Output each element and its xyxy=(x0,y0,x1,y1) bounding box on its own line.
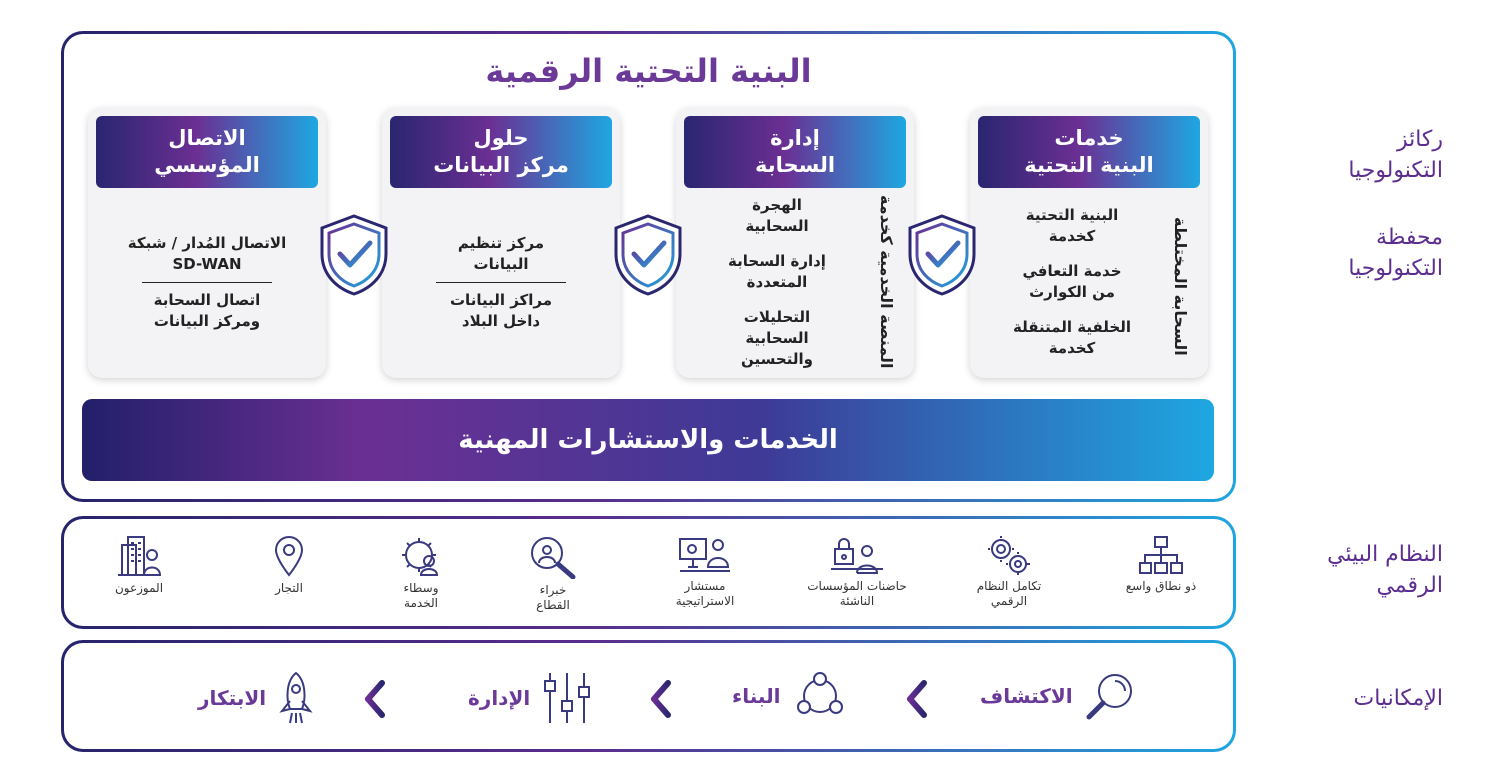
shield-check-icon xyxy=(904,212,980,298)
card-item: خدمة التعافي من الكوارث xyxy=(1022,262,1122,301)
ecosystem-item xyxy=(944,535,1074,609)
pillars-line-2: التكنولوجيا xyxy=(1348,158,1443,183)
ecosystem-line-2: الرقمي xyxy=(1376,573,1443,598)
capability-management xyxy=(468,671,592,725)
card-heading-line: الاتصال xyxy=(168,126,246,150)
network-icon xyxy=(792,671,848,721)
digital-infrastructure-panel xyxy=(61,31,1236,502)
label-technology-portfolio xyxy=(1348,222,1443,284)
capabilities-panel xyxy=(61,640,1236,752)
shield-check-icon xyxy=(610,212,686,298)
ecosystem-item xyxy=(74,535,204,596)
label-digital-ecosystem xyxy=(1327,539,1443,601)
portfolio-line-1: محفظة xyxy=(1376,225,1443,250)
card-side-label: السحابة المختلطة xyxy=(1171,216,1190,356)
gears-person-icon xyxy=(986,535,1032,575)
ecosystem-label: الموزعون xyxy=(114,581,164,595)
digital-ecosystem-panel xyxy=(61,516,1236,629)
search-icon xyxy=(1085,671,1135,721)
card-item: إدارة السحابة المتعددة xyxy=(728,251,826,291)
label-capabilities: الإمكانيات xyxy=(1353,686,1443,711)
capability-build xyxy=(732,671,848,721)
card-heading-line: خدمات xyxy=(1054,126,1124,150)
page-title: البنية التحتية الرقمية xyxy=(485,52,812,90)
portfolio-line-2: التكنولوجيا xyxy=(1348,256,1443,281)
ecosystem-label: مستشار الاستراتيجية xyxy=(675,579,735,608)
hierarchy-icon xyxy=(1138,535,1184,575)
card-item: التحليلات السحابية والتحسين xyxy=(741,307,813,368)
ecosystem-item xyxy=(488,535,618,613)
ecosystem-label: وسطاء الخدمة xyxy=(403,581,439,610)
ecosystem-label: ذو نطاق واسع xyxy=(1125,579,1197,593)
card-body xyxy=(102,200,312,364)
lock-person-icon xyxy=(829,535,885,575)
professional-services-banner: الخدمات والاستشارات المهنية xyxy=(82,399,1214,481)
ecosystem-item xyxy=(1096,535,1226,594)
magnifier-person-icon xyxy=(529,535,577,579)
card-enterprise-connectivity xyxy=(88,108,326,378)
ecosystem-line-1: النظام البيئي xyxy=(1327,542,1443,567)
card-item: الاتصال المُدار / شبكة SD-WAN xyxy=(127,233,287,273)
card-heading-line: البنية التحتية xyxy=(1024,153,1154,177)
card-item: البنية التحتية كخدمة xyxy=(1025,206,1119,245)
location-pin-icon xyxy=(273,535,305,577)
ecosystem-item xyxy=(356,535,486,611)
capability-label: الابتكار xyxy=(198,686,267,710)
capability-label: الاكتشاف xyxy=(980,684,1073,708)
capability-innovation xyxy=(198,671,314,725)
card-cloud-management xyxy=(676,108,914,378)
rocket-icon xyxy=(278,671,314,725)
chevron-left-icon xyxy=(646,679,676,719)
ecosystem-label: تكامل النظام الرقمي xyxy=(976,579,1042,608)
card-heading-line: المؤسسي xyxy=(154,153,260,177)
card-body xyxy=(984,200,1160,364)
ecosystem-label: التجار xyxy=(275,581,303,595)
card-heading xyxy=(96,116,318,188)
card-body xyxy=(396,200,606,364)
card-heading xyxy=(390,116,612,188)
card-heading xyxy=(684,116,906,188)
monitor-person-icon xyxy=(678,535,732,575)
ecosystem-item xyxy=(640,535,770,609)
card-heading-line: مركز البيانات xyxy=(433,153,569,177)
pillars-line-1: ركائز xyxy=(1396,127,1443,152)
card-item: اتصال السحابة ومركز البيانات xyxy=(153,290,261,330)
card-item: الخلفية المتنقلة كخدمة xyxy=(1012,318,1132,357)
building-person-icon xyxy=(116,535,162,577)
card-item: مراكز البيانات داخل البلاد xyxy=(449,290,553,330)
sliders-icon xyxy=(542,671,592,725)
card-item: الهجرة السحابية xyxy=(745,195,809,235)
chevron-left-icon xyxy=(360,679,390,719)
ecosystem-label: خبراء القطاع xyxy=(536,583,570,612)
card-data-center-solutions xyxy=(382,108,620,378)
card-heading-line: السحابة xyxy=(754,153,836,177)
capability-label: الإدارة xyxy=(468,686,531,710)
card-heading-line: حلول xyxy=(473,126,529,150)
card-heading-line: إدارة xyxy=(770,126,820,150)
card-heading xyxy=(978,116,1200,188)
ecosystem-item xyxy=(224,535,354,596)
card-infrastructure-services xyxy=(970,108,1208,378)
capability-discovery xyxy=(980,671,1135,721)
card-side-label: المنصة الخدمية كخدمة xyxy=(877,194,896,368)
capability-label: البناء xyxy=(732,684,781,708)
ecosystem-label: حاضنات المؤسسات الناشئة xyxy=(807,579,907,608)
ecosystem-item xyxy=(792,535,922,609)
shield-check-icon xyxy=(316,212,392,298)
label-technology-pillars xyxy=(1348,124,1443,186)
gear-person-icon xyxy=(399,535,443,577)
card-body xyxy=(690,195,864,368)
chevron-left-icon xyxy=(902,679,932,719)
card-item: مركز تنظيم البيانات xyxy=(457,233,545,273)
